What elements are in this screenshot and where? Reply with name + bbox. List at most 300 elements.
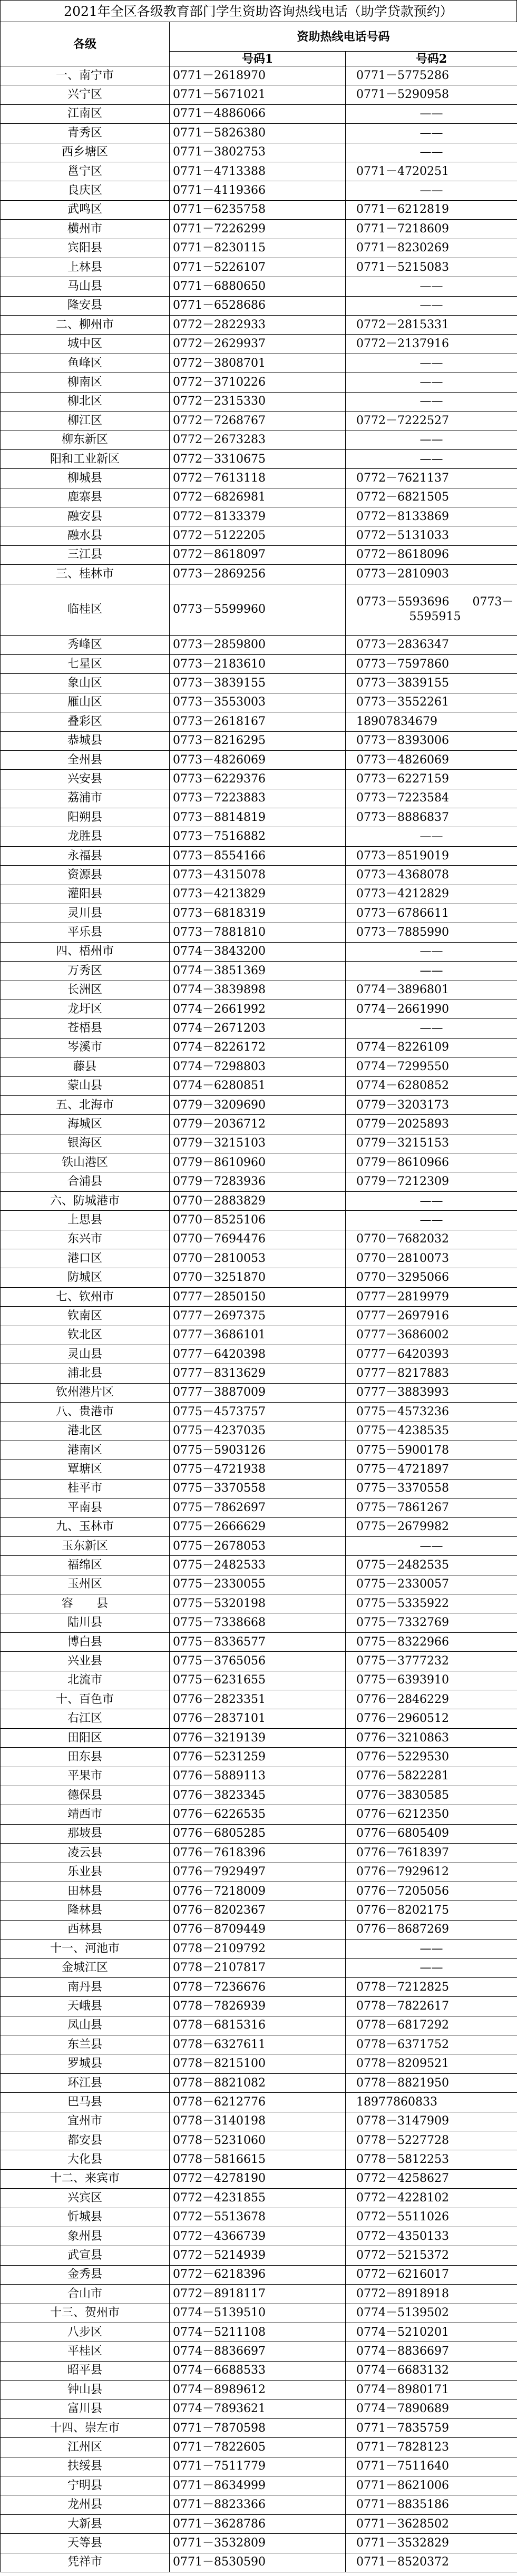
phone1-cell: 0778－7826939 [170,1997,346,2016]
table-row [1,1000,517,1018]
phone2-cell: 0779－2025893 [346,1115,517,1134]
phone1-cell: 0773－8814819 [170,808,346,827]
phone2-cell: 0776－3210863 [346,1728,517,1747]
table-row [1,2457,517,2476]
phone2-cell: 0776－2846229 [346,1690,517,1709]
phone1-cell: 0778－8215100 [170,2054,346,2073]
phone1-cell: 0772－7613118 [170,469,346,488]
table-title: 2021年全区各级教育部门学生资助咨询热线电话（助学贷款预约） [0,0,517,22]
region-name: 柳北区 [1,392,170,411]
phone2-cell: 0771－5775286 [346,66,517,85]
region-name: 良庆区 [1,181,170,200]
phone1-cell: 0773－7223883 [170,789,346,808]
table-row [1,2073,517,2092]
table-row [1,2514,517,2533]
table-row [1,488,517,507]
phone1-cell: 0775－2666629 [170,1517,346,1536]
table-row [1,1748,517,1767]
phone1-cell: 0772－2629937 [170,335,346,354]
phone2-cell: 0777－3883993 [346,1383,517,1402]
table-row [1,2285,517,2304]
phone2-cell: 18907834679 [346,712,517,731]
region-name: 全州县 [1,750,170,769]
region-name: 八步区 [1,2323,170,2342]
region-name: 柳南区 [1,373,170,392]
phone1-cell: 0774－8989612 [170,2381,346,2399]
region-name: 江州区 [1,2438,170,2457]
phone2-cell: 18977860833 [346,2093,517,2112]
table-row [1,1172,517,1191]
table-row [1,1940,517,1958]
table-row [1,1556,517,1575]
region-name: 灵川县 [1,904,170,923]
region-name: 七、钦州市 [1,1287,170,1306]
phone1-cell: 0773－3553003 [170,693,346,712]
region-name: 万秀区 [1,962,170,981]
phone2-cell: 0772－5215372 [346,2246,517,2265]
hotline-table [0,22,517,2572]
phone1-cell: 0773－2183610 [170,654,346,673]
region-name: 巴马县 [1,2093,170,2112]
phone1-cell: 0777－2850150 [170,1287,346,1306]
phone1-cell: 0771－3802753 [170,143,346,162]
region-name: 武鸣区 [1,200,170,219]
phone2-cell: 0772－4350133 [346,2227,517,2246]
phone1-cell: 0772－5513678 [170,2208,346,2227]
phone1-cell: 0775－3765056 [170,1652,346,1671]
phone1-cell: 0771－8530590 [170,2553,346,2572]
table-row [1,1345,517,1364]
phone2-cell: 0772－6216017 [346,2265,517,2284]
table-row [1,635,517,654]
phone1-cell: 0775－2678053 [170,1536,346,1555]
table-row [1,200,517,219]
phone1-cell: 0778－5231060 [170,2131,346,2150]
table-row [1,162,517,181]
phone2-cell: 0772－5511026 [346,2208,517,2227]
phone2-cell: 0778－7822617 [346,1997,517,2016]
header-phone1: 号码1 [170,52,346,66]
phone1-cell: 0775－2330055 [170,1575,346,1594]
region-name: 兴安县 [1,770,170,789]
phone1-cell: 0771－7511779 [170,2457,346,2476]
phone2-cell: 0771－4720251 [346,162,517,181]
table-row [1,1575,517,1594]
region-name: 灵山县 [1,1345,170,1364]
region-name: 平乐县 [1,923,170,942]
phone2-cell: 0773－3552261 [346,693,517,712]
region-name: 三、桂林市 [1,565,170,584]
phone2-cell: 0772－8918918 [346,2285,517,2304]
phone2-cell: 0776－8202175 [346,1901,517,1920]
region-name: 苍梧县 [1,1019,170,1038]
phone1-cell: 0773－4315078 [170,866,346,885]
phone1-cell: 0770－8525106 [170,1211,346,1230]
region-name: 忻城县 [1,2208,170,2227]
region-name: 恭城县 [1,731,170,750]
phone2-cell: —— [346,942,517,961]
phone2-cell: 0776－2960512 [346,1709,517,1728]
region-name: 蒙山县 [1,1076,170,1095]
phone2-cell: 0772－6821505 [346,488,517,507]
phone2-cell: 0777－2697916 [346,1307,517,1326]
table-row [1,1690,517,1709]
phone2-cell: 0774－5210201 [346,2323,517,2342]
region-name: 十三、贺州市 [1,2304,170,2323]
phone2-cell: 0771－8230269 [346,239,517,258]
phone2-cell: 0772－7222527 [346,412,517,430]
table-row [1,2361,517,2380]
phone1-cell: 0779－3215103 [170,1134,346,1153]
header-phone2: 号码2 [346,52,517,66]
region-name: 港南区 [1,1441,170,1460]
table-row [1,1268,517,1287]
phone2-cell: 0775－7332769 [346,1613,517,1632]
table-row [1,2054,517,2073]
phone2-cell: 0773－5593696 0773－5595915 [346,584,517,635]
phone2-cell: 0776－6805409 [346,1824,517,1843]
table-row [1,1076,517,1095]
phone2-cell: 0771－5290958 [346,85,517,104]
phone1-cell: 0776－5231259 [170,1748,346,1767]
phone2-cell: 0776－7929612 [346,1863,517,1882]
phone2-cell: —— [346,277,517,296]
phone1-cell: 0778－5816615 [170,2150,346,2169]
region-name: 横州市 [1,220,170,239]
phone2-cell: 0779－3203173 [346,1095,517,1114]
phone1-cell: 0771－6880650 [170,277,346,296]
phone2-cell: 0772－2815331 [346,316,517,335]
phone2-cell: 0779－7212309 [346,1172,517,1191]
table-row [1,962,517,981]
phone2-cell: 0775－3370558 [346,1479,517,1498]
table-row [1,2553,517,2572]
table-row [1,693,517,712]
region-name: 马山县 [1,277,170,296]
region-name: 玉东新区 [1,1536,170,1555]
phone2-cell: 0778－6817292 [346,2016,517,2035]
phone2-cell: —— [346,104,517,123]
phone2-cell: 0771－8520372 [346,2553,517,2572]
table-row [1,2131,517,2150]
phone2-cell: 0773－8393006 [346,731,517,750]
phone2-cell: 0773－7597860 [346,654,517,673]
table-row [1,770,517,789]
table-row [1,827,517,846]
table-row [1,942,517,961]
phone1-cell: 0778－6815316 [170,2016,346,2035]
phone2-cell: 0771－7511640 [346,2457,517,2476]
table-row [1,2323,517,2342]
region-name: 港口区 [1,1249,170,1268]
phone1-cell: 0773－7881810 [170,923,346,942]
region-name: 福绵区 [1,1556,170,1575]
region-name: 叠彩区 [1,712,170,731]
phone1-cell: 0779－2036712 [170,1115,346,1134]
phone2-cell: 0779－8610966 [346,1153,517,1172]
phone2-cell: 0771－6212819 [346,200,517,219]
region-name: 二、柳州市 [1,316,170,335]
region-name: 凭祥市 [1,2553,170,2572]
region-name: 钦北区 [1,1326,170,1345]
phone2-cell: 0775－3777232 [346,1652,517,1671]
phone1-cell: 0771－7822605 [170,2438,346,2457]
region-name: 平果市 [1,1767,170,1786]
phone1-cell: 0774－8226172 [170,1038,346,1057]
phone1-cell: 0774－2661992 [170,1000,346,1018]
table-row [1,2093,517,2112]
phone1-cell: 0776－8709449 [170,1920,346,1939]
phone1-cell: 0772－3808701 [170,354,346,373]
phone2-cell: 0772－8133869 [346,507,517,526]
table-row [1,1728,517,1747]
region-name: 武宣县 [1,2246,170,2265]
table-row [1,373,517,392]
phone1-cell: 0777－2697375 [170,1307,346,1326]
phone1-cell: 0770－2883829 [170,1191,346,1210]
table-row [1,1326,517,1345]
table-row [1,2189,517,2208]
phone1-cell: 0772－8133379 [170,507,346,526]
phone1-cell: 0771－4713388 [170,162,346,181]
phone2-cell: 0775－5900178 [346,1441,517,1460]
table-row [1,1517,517,1536]
table-row [1,584,517,635]
phone1-cell: 0779－8610960 [170,1153,346,1172]
table-row [1,181,517,200]
table-row [1,2304,517,2323]
phone2-cell: 0770－2810073 [346,1249,517,1268]
table-row [1,789,517,808]
phone1-cell: 0771－3532809 [170,2534,346,2553]
phone1-cell: 0778－7236676 [170,1977,346,1996]
table-row [1,1997,517,2016]
table-row [1,449,517,468]
phone2-cell: 0778－8209521 [346,2054,517,2073]
phone2-cell: 0776－6212350 [346,1805,517,1824]
phone2-cell: 0772－4258627 [346,2169,517,2188]
region-name: 海城区 [1,1115,170,1134]
table-row [1,1844,517,1863]
table-row [1,2265,517,2284]
phone2-cell: 0774－7890689 [346,2399,517,2418]
phone2-cell: 0774－7299550 [346,1057,517,1076]
region-name: 凤山县 [1,2016,170,2035]
phone2-cell: —— [346,827,517,846]
region-name: 隆林县 [1,1901,170,1920]
phone2-cell: 0776－5229530 [346,1748,517,1767]
phone1-cell: 0776－8202367 [170,1901,346,1920]
table-row [1,1613,517,1632]
table-row [1,1767,517,1786]
phone2-cell: 0775－5335922 [346,1594,517,1613]
region-name: 一、南宁市 [1,66,170,85]
table-row [1,1479,517,1498]
region-name: 阳朔县 [1,808,170,827]
table-row [1,2208,517,2227]
phone2-cell: 0771－3628502 [346,2514,517,2533]
phone1-cell: 0770－7694476 [170,1230,346,1249]
region-name: 宾阳县 [1,239,170,258]
phone2-cell: 0773－4212829 [346,885,517,904]
phone1-cell: 0771－4886066 [170,104,346,123]
table-row [1,654,517,673]
phone1-cell: 0772－8618097 [170,545,346,564]
phone2-cell: 0772－7621137 [346,469,517,488]
phone1-cell: 0776－2823351 [170,1690,346,1709]
phone1-cell: 0773－8216295 [170,731,346,750]
table-row [1,220,517,239]
table-row [1,507,517,526]
region-name: 兴业县 [1,1652,170,1671]
table-row [1,258,517,277]
region-name: 城中区 [1,335,170,354]
table-row [1,1057,517,1076]
phone2-cell: 0775－4573236 [346,1403,517,1422]
region-name: 兴宾区 [1,2189,170,2208]
region-name: 象州县 [1,2227,170,2246]
region-name: 五、北海市 [1,1095,170,1114]
phone1-cell: 0771－5226107 [170,258,346,277]
phone2-cell: 0773－2836347 [346,635,517,654]
phone2-cell: —— [346,1940,517,1958]
table-row [1,296,517,315]
region-name: 三江县 [1,545,170,564]
table-row [1,1307,517,1326]
table-row [1,2016,517,2035]
table-row [1,545,517,564]
phone2-cell: —— [346,1958,517,1977]
region-name: 平桂区 [1,2342,170,2361]
phone1-cell: 0774－8836697 [170,2342,346,2361]
phone2-cell: 0771－8835186 [346,2495,517,2514]
phone2-cell: 0774－8980171 [346,2381,517,2399]
phone2-cell: 0770－3295066 [346,1268,517,1287]
phone2-cell: 0775－2482535 [346,1556,517,1575]
phone2-cell: 0772－8618096 [346,545,517,564]
region-name: 田阳区 [1,1728,170,1747]
table-row [1,1019,517,1038]
region-name: 永福县 [1,846,170,865]
region-name: 九、玉林市 [1,1517,170,1536]
phone2-cell: 0773－2810903 [346,565,517,584]
table-row [1,469,517,488]
region-name: 钟山县 [1,2381,170,2399]
phone1-cell: 0773－6229376 [170,770,346,789]
phone1-cell: 0778－6327611 [170,2035,346,2054]
table-row [1,565,517,584]
phone2-cell: 0776－7205056 [346,1882,517,1901]
table-row [1,1364,517,1383]
table-row [1,1249,517,1268]
phone2-cell: 0779－3215153 [346,1134,517,1153]
table-row [1,1115,517,1134]
phone1-cell: 0776－7218009 [170,1882,346,1901]
phone2-cell: 0776－8687269 [346,1920,517,1939]
phone2-cell: —— [346,1191,517,1210]
table-row [1,731,517,750]
phone2-cell: —— [346,373,517,392]
phone2-cell: 0773－7885990 [346,923,517,942]
region-name: 西乡塘区 [1,143,170,162]
phone1-cell: 0773－4826069 [170,750,346,769]
region-name: 金秀县 [1,2265,170,2284]
phone1-cell: 0771－5671021 [170,85,346,104]
phone1-cell: 0775－4237035 [170,1422,346,1441]
region-name: 浦北县 [1,1364,170,1383]
table-row [1,1824,517,1843]
phone1-cell: 0772－6826981 [170,488,346,507]
region-name: 柳城县 [1,469,170,488]
phone2-cell: 0772－4228102 [346,2189,517,2208]
region-name: 阳和工业新区 [1,449,170,468]
phone1-cell: 0772－4231855 [170,2189,346,2208]
region-name: 青秀区 [1,124,170,143]
phone1-cell: 0775－5320198 [170,1594,346,1613]
phone2-cell: 0775－7861267 [346,1498,517,1517]
table-row [1,1882,517,1901]
region-name: 岑溪市 [1,1038,170,1057]
region-name: 龙圩区 [1,1000,170,1018]
phone1-cell: 0776－7618396 [170,1844,346,1863]
phone1-cell: 0778－2107817 [170,1958,346,1977]
table-row [1,1632,517,1651]
table-row [1,1383,517,1402]
region-name: 靖西市 [1,1805,170,1824]
phone1-cell: 0774－5139510 [170,2304,346,2323]
phone2-cell: —— [346,354,517,373]
phone1-cell: 0775－6231655 [170,1671,346,1690]
region-name: 宁明县 [1,2476,170,2495]
region-name: 天峨县 [1,1997,170,2016]
region-name: 右江区 [1,1709,170,1728]
phone2-cell: 0771－7828123 [346,2438,517,2457]
phone2-cell: 0773－8519019 [346,846,517,865]
phone1-cell: 0776－6805285 [170,1824,346,1843]
phone2-cell: 0777－2819979 [346,1287,517,1306]
phone2-cell: 0773－4826069 [346,750,517,769]
table-row [1,2476,517,2495]
phone1-cell: 0776－3823345 [170,1786,346,1805]
phone1-cell: 0772－3310675 [170,449,346,468]
region-name: 宜州市 [1,2112,170,2131]
phone1-cell: 0774－7298803 [170,1057,346,1076]
table-row [1,1805,517,1824]
phone2-cell: 0778－3147909 [346,2112,517,2131]
table-row [1,2381,517,2399]
region-name: 凌云县 [1,1844,170,1863]
phone2-cell: 0771－5215083 [346,258,517,277]
table-row [1,2438,517,2457]
table-row [1,1498,517,1517]
table-row [1,1134,517,1153]
region-name: 邕宁区 [1,162,170,181]
table-row [1,866,517,885]
phone1-cell: 0776－2837101 [170,1709,346,1728]
phone1-cell: 0775－2482533 [170,1556,346,1575]
phone2-cell: 0772－2137916 [346,335,517,354]
phone1-cell: 0771－5826380 [170,124,346,143]
table-row [1,2150,517,2169]
region-name: 罗城县 [1,2054,170,2073]
phone2-cell: 0777－3686002 [346,1326,517,1345]
phone1-cell: 0774－5211108 [170,2323,346,2342]
phone2-cell: —— [346,392,517,411]
table-row [1,1422,517,1441]
phone1-cell: 0778－3140198 [170,2112,346,2131]
phone2-cell: 0774－5139502 [346,2304,517,2323]
phone1-cell: 0772－4278190 [170,2169,346,2188]
